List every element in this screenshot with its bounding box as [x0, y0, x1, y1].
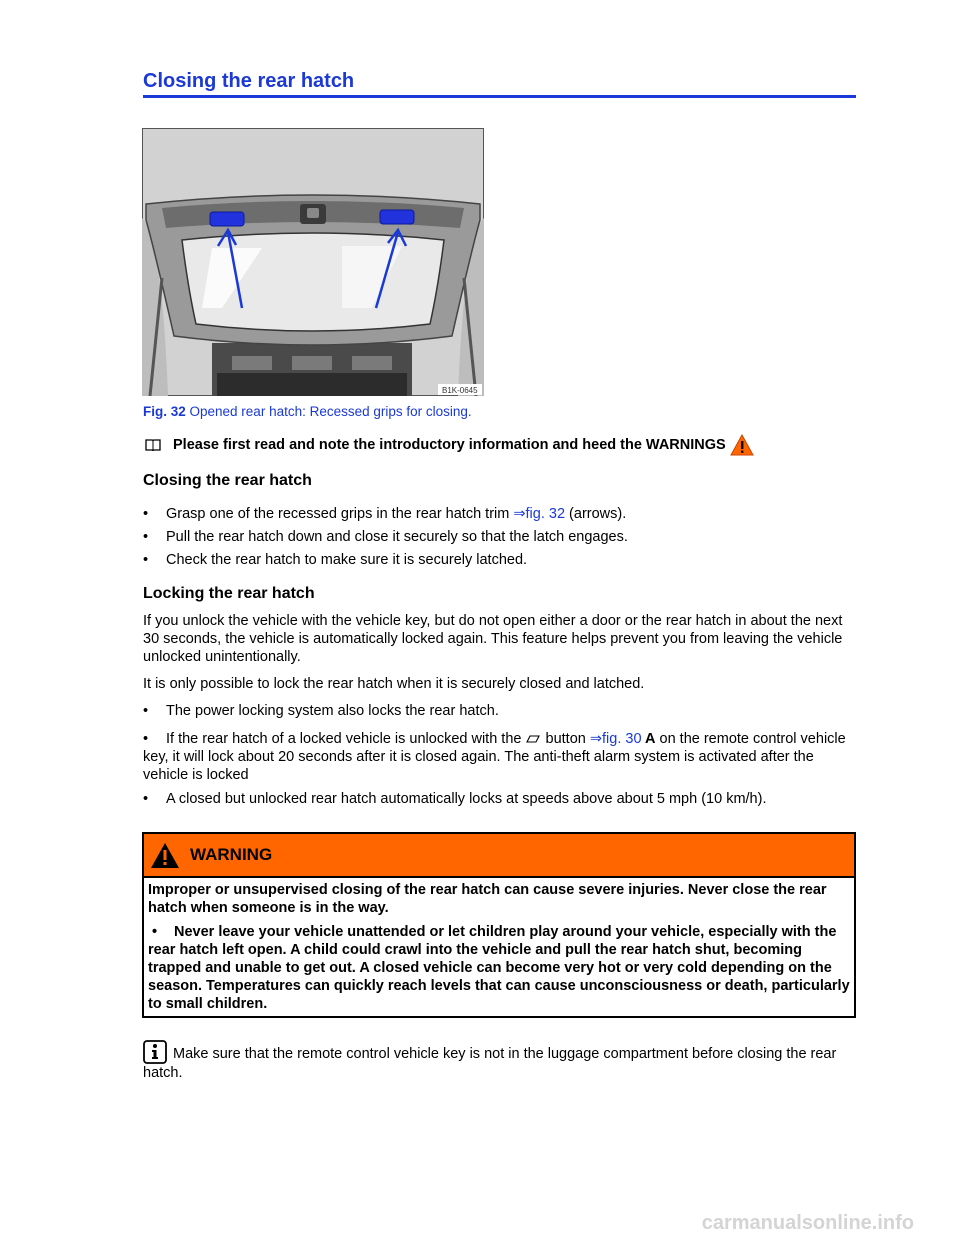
rear-hatch-figure	[142, 128, 484, 396]
warning-triangle-icon	[730, 434, 754, 456]
figure-code: B1K-0645	[442, 386, 478, 395]
warning-triangle-icon	[150, 842, 180, 869]
warning-bullet: • Never leave your vehicle unattended or let children play around your vehicle, especially with the rear hatch left open. A child could crawl into the vehicle and pull the rear hatch shut, becoming trapped and unable to get out. A closed vehicle can become very hot or very cold depending on the season. Temperatures can quickly reach levels that can cause unconsciousness or death, particularly to small children.	[148, 924, 850, 1012]
note	[143, 1040, 856, 1082]
paragraph: It is only possible to lock the rear hatch when it is securely closed and latched.	[143, 676, 645, 692]
section-heading-closing: Closing the rear hatch	[143, 472, 312, 489]
intro-notice	[143, 434, 856, 456]
intro-text: Please first read and note the introductory information and heed the WARNINGS	[173, 437, 726, 453]
figure-caption-text: Opened rear hatch: Recessed grips for closing.	[185, 404, 472, 419]
page-title: Closing the rear hatch	[143, 70, 856, 98]
list-item: • Pull the rear hatch down and close it securely so that the latch engages.	[143, 529, 628, 545]
figure-link[interactable]: ⇒fig. 32	[513, 506, 566, 522]
paragraph: If you unlock the vehicle with the vehicle key, but do not open either a door or the rear hatch in about the next 30 seconds, the vehicle is automatically locked again. This feature helps prevent you from leaving the vehicle unlocked unintentionally.	[143, 613, 843, 665]
book-icon	[145, 438, 161, 452]
warning-header	[144, 834, 854, 878]
list-item: • The power locking system also locks the rear hatch.	[143, 703, 499, 719]
figure-label: Fig. 32	[143, 404, 186, 419]
figure-caption	[143, 404, 472, 419]
list-item: • If the rear hatch of a locked vehicle is unlocked with the button ⇒fig. 30 A on the remote control vehicle key, it will lock about 20 seconds after it is closed again. The anti-theft alarm system is activated after the vehicle is locked	[143, 731, 846, 783]
list-item: • Check the rear hatch to make sure it is securely latched.	[143, 552, 528, 568]
list-item: • Grasp one of the recessed grips in the rear hatch trim ⇒fig. 32 (arrows).	[143, 506, 627, 522]
warning-title: WARNING	[190, 845, 273, 864]
watermark: carmanualsonline.info	[701, 1212, 914, 1234]
note-text: Make sure that the remote control vehicle key is not in the luggage compartment before closing the rear hatch.	[143, 1046, 837, 1081]
section-heading-locking: Locking the rear hatch	[143, 585, 315, 602]
warning-text: Improper or unsupervised closing of the rear hatch can cause severe injuries. Never close the rear hatch when someone is in the way.	[148, 882, 827, 916]
unlock-button-icon	[525, 734, 541, 744]
warning-box	[142, 832, 856, 1018]
figure-link[interactable]: ⇒fig. 30	[589, 731, 642, 747]
list-item: • A closed but unlocked rear hatch automatically locks at speeds above about 5 mph (10 km/h).	[143, 791, 767, 807]
info-icon	[143, 1040, 167, 1064]
